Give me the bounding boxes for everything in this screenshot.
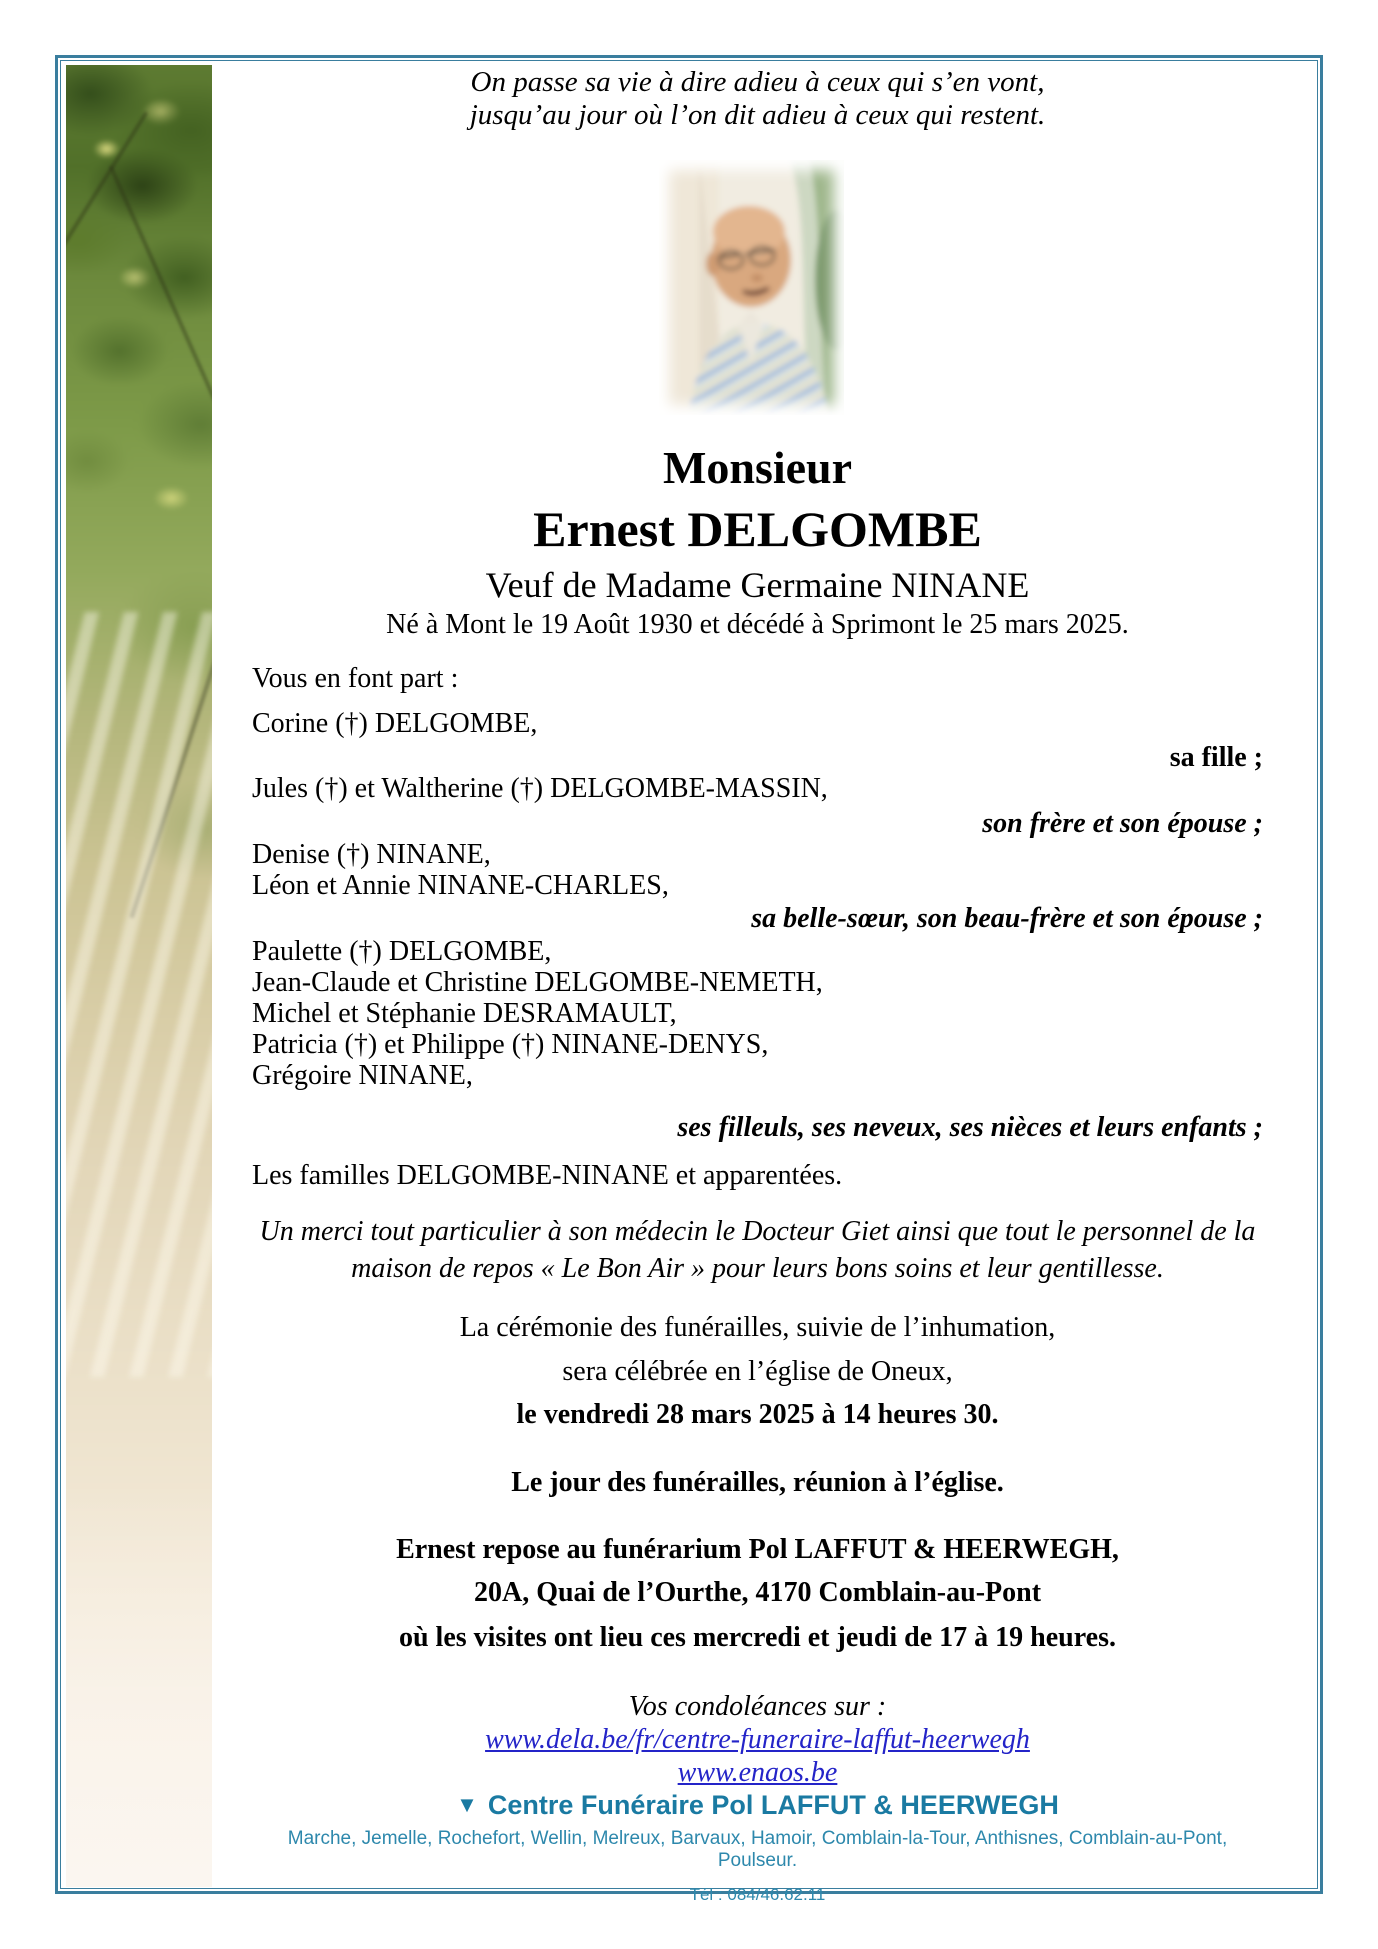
condolences-section: [222, 1692, 1318, 1820]
deceased-title: Monsieur: [662, 442, 853, 493]
condolences-link-enaos[interactable]: www.enaos.be: [677, 1757, 838, 1788]
ceremony-line: La cérémonie des funérailles, suivie de l’inhumation,: [459, 1312, 1056, 1343]
ceremony-line: sera célébrée en l’église de Oneux,: [562, 1356, 953, 1387]
footer-towns: Marche, Jemelle, Rochefort, Wellin, Melreux, Barvaux, Hamoir, Comblain-la-Tour, Anthisnes, Comblain-au-Pont, Poulseur.: [287, 1828, 1228, 1871]
family-member: Jules (†) et Waltherine (†) DELGOMBE-MASSIN,: [252, 773, 828, 804]
family-member: Jean-Claude et Christine DELGOMBE-NEMETH,: [252, 967, 823, 998]
epigraph-line-1: On passe sa vie à dire adieu à ceux qui s’en vont,: [470, 66, 1045, 98]
sun-rays-layer: [66, 612, 212, 1377]
announcement-intro: Vous en font part :: [252, 663, 459, 694]
visits-line: où les visites ont lieu ces mercredi et jeudi de 17 à 19 heures.: [398, 1622, 1117, 1653]
portrait-illustration: [659, 160, 844, 415]
thanks-line-2: maison de repos « Le Bon Air » pour leurs bons soins et leur gentillesse.: [351, 1253, 1164, 1284]
ceremony-details: [222, 1313, 1318, 1653]
ceremony-datetime: le vendredi 28 mars 2025 à 14 heures 30.: [516, 1399, 999, 1430]
family-member: Paulette (†) DELGOMBE,: [252, 936, 552, 967]
path-fade-layer: [66, 1486, 212, 1887]
ceremony-meeting: Le jour des funérailles, réunion à l’église.: [511, 1467, 1004, 1498]
card-content: [222, 60, 1318, 1904]
footer-phone: Tél : 084/46.62.11: [689, 1885, 826, 1904]
thanks-paragraph: [222, 1213, 1318, 1287]
triangle-down-icon: ▼: [456, 1792, 478, 1817]
funeral-home-brand: [252, 1790, 1263, 1820]
footer: [222, 1828, 1318, 1905]
funerarium-line: Ernest repose au funérarium Pol LAFFUT & HEERWEGH,: [396, 1534, 1119, 1565]
brand-name: Centre Funéraire Pol LAFFUT & HEERWEGH: [487, 1790, 1059, 1820]
family-member: Corine (†) DELGOMBE,: [252, 708, 538, 739]
thanks-line-1: Un merci tout particulier à son médecin le Docteur Giet ainsi que tout le personnel de la: [259, 1216, 1256, 1247]
family-member: Denise (†) NINANE,: [252, 839, 491, 870]
family-member: Léon et Annie NINANE-CHARLES,: [252, 870, 669, 901]
deceased-name: Ernest DELGOMBE: [533, 501, 982, 557]
family-announcement: [222, 663, 1318, 1191]
epigraph: [222, 66, 1318, 132]
condolences-intro: Vos condoléances sur :: [628, 1691, 887, 1722]
funerarium-address: 20A, Quai de l’Ourthe, 4170 Comblain-au-Pont: [473, 1577, 1042, 1608]
related-families: Les familles DELGOMBE-NINANE et apparentées.: [252, 1160, 843, 1191]
deceased-life-dates: Né à Mont le 19 Août 1930 et décédé à Sprimont le 25 mars 2025.: [386, 609, 1129, 640]
relation-label: son frère et son épouse ;: [982, 808, 1263, 839]
family-member: Patricia (†) et Philippe (†) NINANE-DENYS,: [252, 1029, 769, 1060]
deceased-portrait-photo: [659, 160, 844, 415]
deceased-titles: [222, 443, 1318, 641]
condolences-link-dela[interactable]: www.dela.be/fr/centre-funeraire-laffut-heerwegh: [485, 1724, 1030, 1755]
forest-path-photo: [66, 65, 212, 1887]
family-member: Grégoire NINANE,: [252, 1060, 473, 1091]
epigraph-line-2: jusqu’au jour où l’on dit adieu à ceux qui restent.: [469, 99, 1046, 131]
relation-label: ses filleuls, ses neveux, ses nièces et leurs enfants ;: [677, 1112, 1263, 1143]
relation-label: sa fille ;: [1169, 742, 1263, 773]
relation-label: sa belle-sœur, son beau-frère et son épouse ;: [751, 903, 1263, 934]
deceased-widower: Veuf de Madame Germaine NINANE: [485, 565, 1030, 605]
family-member: Michel et Stéphanie DESRAMAULT,: [252, 998, 677, 1029]
